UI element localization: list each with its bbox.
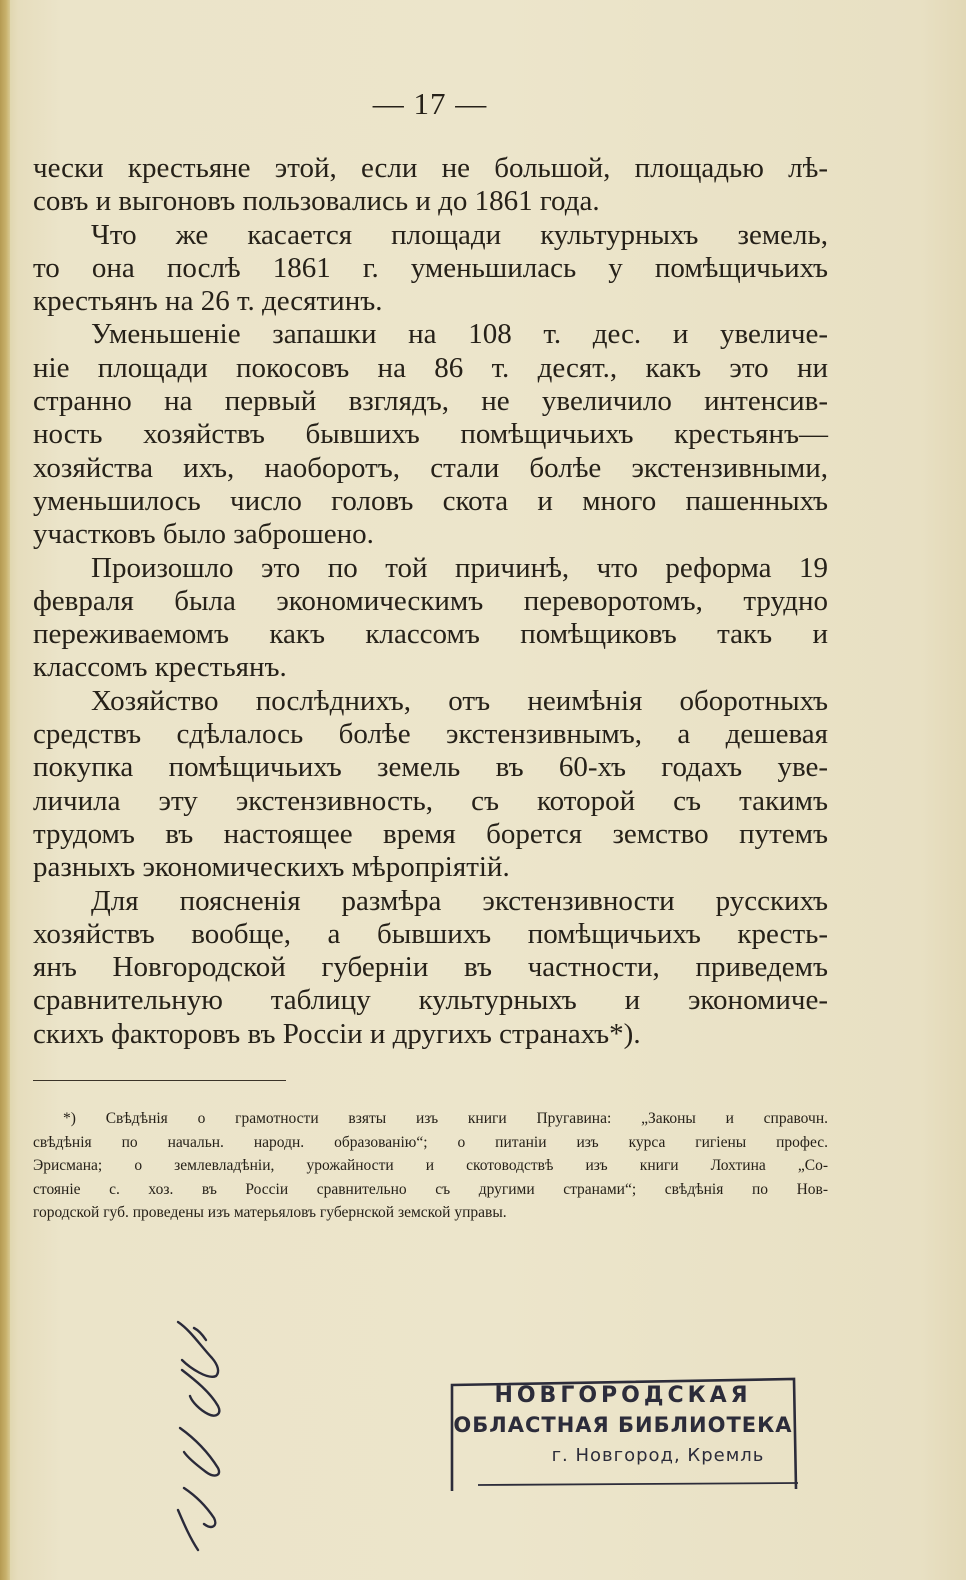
text-line: странно на первый взглядъ, не увеличило интенсив- xyxy=(33,385,828,418)
text-line: участковъ было заброшено. xyxy=(33,518,374,551)
footnote-line: Эрисмана; о землевладѣніи, урожайности и скотоводствѣ изъ книги Лохтина „Со- xyxy=(33,1157,828,1174)
text-line: ность хозяйствъ бывшихъ помѣщичьихъ крестьянъ— xyxy=(33,418,828,451)
stamp-line-2: ОБЛАСТНАЯ БИБЛИОТЕКА xyxy=(453,1413,793,1437)
text-line: уменьшилось число головъ скота и много пашенныхъ xyxy=(33,484,828,517)
text-line: покупка помѣщичьихъ земель въ 60-хъ годахъ уве- xyxy=(33,751,828,784)
library-stamp xyxy=(448,1377,804,1494)
text-line: переживаемомъ какъ классомъ помѣщиковъ такъ и xyxy=(33,618,828,651)
footnote-line: свѣдѣнія по начальн. народн. образованію“; о питаніи изъ курса гигіены профес. xyxy=(33,1133,828,1151)
text-line: трудомъ въ настоящее время борется земство путемъ xyxy=(33,817,828,850)
text-line: янъ Новгородской губерніи въ частности, приведемъ xyxy=(33,951,828,984)
text-line: совъ и выгоновъ пользовались и до 1861 года. xyxy=(33,185,600,218)
text-line: Хозяйство послѣднихъ, отъ неимѣнія оборотныхъ xyxy=(91,684,828,717)
text-line: крестьянъ на 26 т. десятинъ. xyxy=(33,285,383,318)
text-line: разныхъ экономическихъ мѣропріятій. xyxy=(33,851,510,884)
text-line: хозяйства ихъ, наоборотъ, стали болѣе экстензивными, xyxy=(33,451,828,484)
text-line: хозяйствъ вообще, а бывшихъ помѣщичьихъ кресть- xyxy=(33,917,828,950)
text-line: чески крестьяне этой, если не большой, площадью лѣ- xyxy=(33,152,828,184)
stamp-line-1: НОВГОРОДСКАЯ xyxy=(494,1383,752,1408)
footnote-line: городской губ. проведены изъ матерьяловъ губернской земской управы. xyxy=(33,1204,507,1221)
text-line: Для поясненія размѣра экстензивности русскихъ xyxy=(91,884,828,917)
text-line: февраля была экономическимъ переворотомъ, трудно xyxy=(33,584,828,617)
text-line: личила эту экстензивность, съ которой съ такимъ xyxy=(33,784,828,817)
footnote xyxy=(33,1107,828,1225)
text-line: скихъ факторовъ въ Россіи и другихъ странахъ*). xyxy=(33,1017,641,1050)
main-text xyxy=(33,152,828,1051)
page-number: — 17 — xyxy=(372,86,488,121)
text-line: средствъ сдѣлалось болѣе экстензивнымъ, а дешевая xyxy=(33,718,828,751)
text-line: ніе площади покосовъ на 86 т. десят., какъ это ни xyxy=(33,351,828,384)
footnote-line: *) Свѣдѣнія о грамотности взяты изъ книги Пругавина: „Законы и справочн. xyxy=(63,1110,828,1127)
text-line: Уменьшеніе запашки на 108 т. дес. и увеличе- xyxy=(91,318,828,351)
text-line: классомъ крестьянъ. xyxy=(33,651,287,684)
footnote-line: стояніе с. хоз. въ Россіи сравнительно съ другими странами“; свѣдѣнія по Нов- xyxy=(33,1180,828,1198)
text-line: сравнительную таблицу культурныхъ и экономиче- xyxy=(33,984,828,1017)
text-line: то она послѣ 1861 г. уменьшилась у помѣщичьихъ xyxy=(33,251,828,284)
text-line: Произошло это по той причинѣ, что реформа 19 xyxy=(91,551,828,584)
footnote-divider xyxy=(33,1080,286,1081)
book-spine-edge xyxy=(0,0,10,1580)
stamp-line-3: г. Новгород, Кремль xyxy=(551,1445,765,1466)
text-line: Что же касается площади культурныхъ земель, xyxy=(91,218,828,251)
handwritten-inventory-number xyxy=(160,1310,240,1560)
